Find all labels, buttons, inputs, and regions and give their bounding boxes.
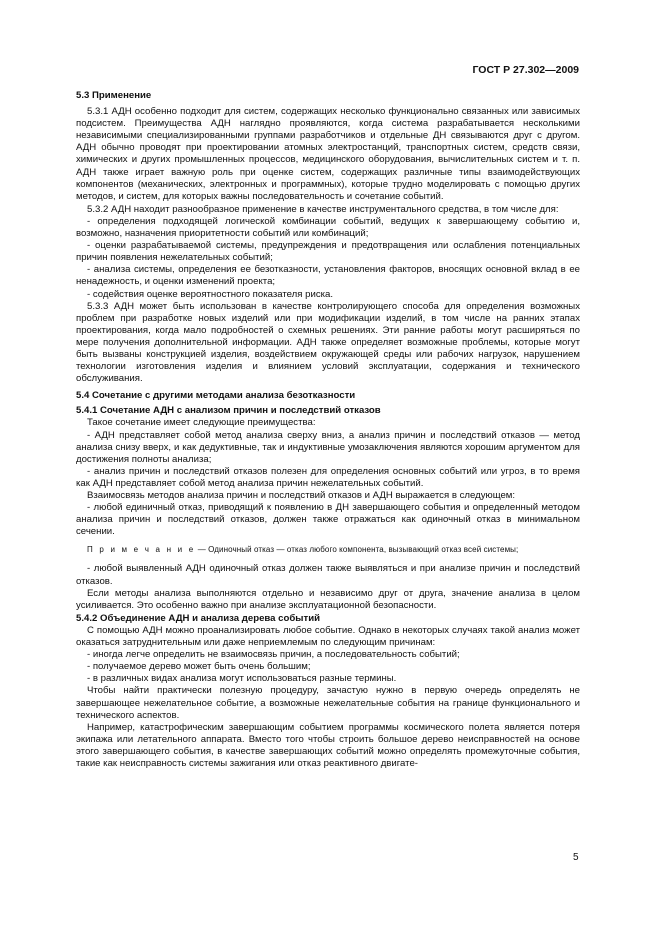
note-text: — Одиночный отказ — отказ любого компонента, вызывающий отказ всей системы; [195,545,519,555]
list-item: - иногда легче определить не взаимосвязь причин, а последовательность событий; [87,649,460,661]
paragraph-5-3-1: 5.3.1 АДН особенно подходит для систем, содержащих несколько функционально связанных или зависимых подсистем. Преимущества АДН наглядно проявляются, когда система разрабатывается несколькими независимыми специализированными группами разработчиков и отдельные ДН связываются друг с другом. АДН обычно проводят при проектировании атомных электростанций, транспортных систем, средств связи, химических и других промышленных процессов, медицинского оборудования, вычислительных систем и т. п. АДН также играет важную роль при оценке систем, содержащих различные типы взаимодействующих компонентов (механических, электронных и программных), которые трудно моделировать с помощью других методов, и систем, для которых важны последовательность и сочетание событий. [76,106,580,202]
paragraph: Например, катастрофическим завершающим событием программы космического полета является потеря экипажа или летательного аппарата. Вместо того чтобы строить большое дерево неисправностей на основе этого завершающего события, в качестве завершающих событий можно определять промежуточные события, такие как неисправность системы зажигания или отказ реактивного двигате- [76,721,580,769]
list-item: - любой выявленный АДН одиночный отказ должен также выявляться и при анализе причин и последствий отказов. [76,563,580,587]
section-heading-5-4: 5.4 Сочетание с другими методами анализа безотказности [76,390,356,402]
list-item: - содействия оценке вероятностного показателя риска. [87,288,334,300]
section-heading-5-3: 5.3 Применение [76,90,152,101]
document-id-header: ГОСТ Р 27.302—2009 [472,64,579,76]
note-label: П р и м е ч а н и е [87,545,196,555]
paragraph: С помощью АДН можно проанализировать любое событие. Однако в некоторых случаях такой анализ может оказаться затруднительным или даже неприемлемым по следующим причинам: [76,624,580,649]
paragraph-5-3-2: 5.3.2 АДН находит разнообразное применение в качестве инструментального средства, в том числе для: [87,203,559,215]
paragraph-5-3-3: 5.3.3 АДН может быть использован в качестве контролирующего способа для определения возможных проблем при разработке новых изделий или при модификации изделий, в том числе на ранних этапах проектирования, когда мало подробностей о схемных решениях. Эти ранние работы могут расширяться по мере получения дополнительной информации. АДН также определяет возможные проблемы, которые могут быть вызваны конструкцией изделия, воздействием окружающей среды или рабочих нагрузок, нарушением технологии изготовления изделия и влиянием условий эксплуатации, содержания и технического обслуживания. [76,300,580,385]
paragraph: Если методы анализа выполняются отдельно и независимо друг от друга, значение анализа в целом усиливается. Это особенно важно при анализе эксплуатационной безопасности. [76,587,580,611]
subsection-heading-5-4-1: 5.4.1 Сочетание АДН с анализом причин и последствий отказов [76,405,381,417]
list-item: - в различных видах анализа могут использоваться разные термины. [87,673,397,685]
list-item: - анализа системы, определения ее безотказности, установления факторов, вносящих основной вклад в ее ненадежность, и оценки изменений проекта; [76,264,580,288]
list-item: - анализ причин и последствий отказов полезен для определения основных событий или угроз, в то время как АДН представляет собой метод анализа причин нежелательных событий. [76,465,580,489]
list-item: - АДН представляет собой метод анализа сверху вниз, а анализ причин и последствий отказов — метод анализа снизу вверх, и как дедуктивные, так и индуктивные умозаключения являются хорошим аргументом для достижения полноты анализа; [76,429,580,465]
list-item: - получаемое дерево может быть очень большим; [87,661,311,673]
list-item: - определения подходящей логической комбинации событий, ведущих к завершающему событию и, возможно, назначения приоритетности событий или комбинаций; [76,215,580,240]
list-item: - любой единичный отказ, приводящий к появлению в ДН завершающего события и определенный методом анализа причин и последствий отказов, должен также отражаться как одиночный отказ в минимальном сечении. [76,502,580,538]
subsection-heading-5-4-2: 5.4.2 Объединение АДН и анализа дерева событий [76,612,320,624]
page-number: 5 [573,852,579,863]
document-body [76,90,580,770]
paragraph: Чтобы найти практически полезную процедуру, зачастую нужно в первую очередь определять не завершающее нежелательное событие, а возможные нежелательные события на границе функционального и технического аспектов. [76,685,580,721]
paragraph: Взаимосвязь методов анализа причин и последствий отказов и АДН выражается в следующем: [87,490,516,501]
list-item: - оценки разрабатываемой системы, предупреждения и предотвращения или ослабления потенциальных причин появления нежелательных событий; [76,240,580,264]
note [76,544,580,556]
paragraph: Такое сочетание имеет следующие преимущества: [87,417,316,429]
